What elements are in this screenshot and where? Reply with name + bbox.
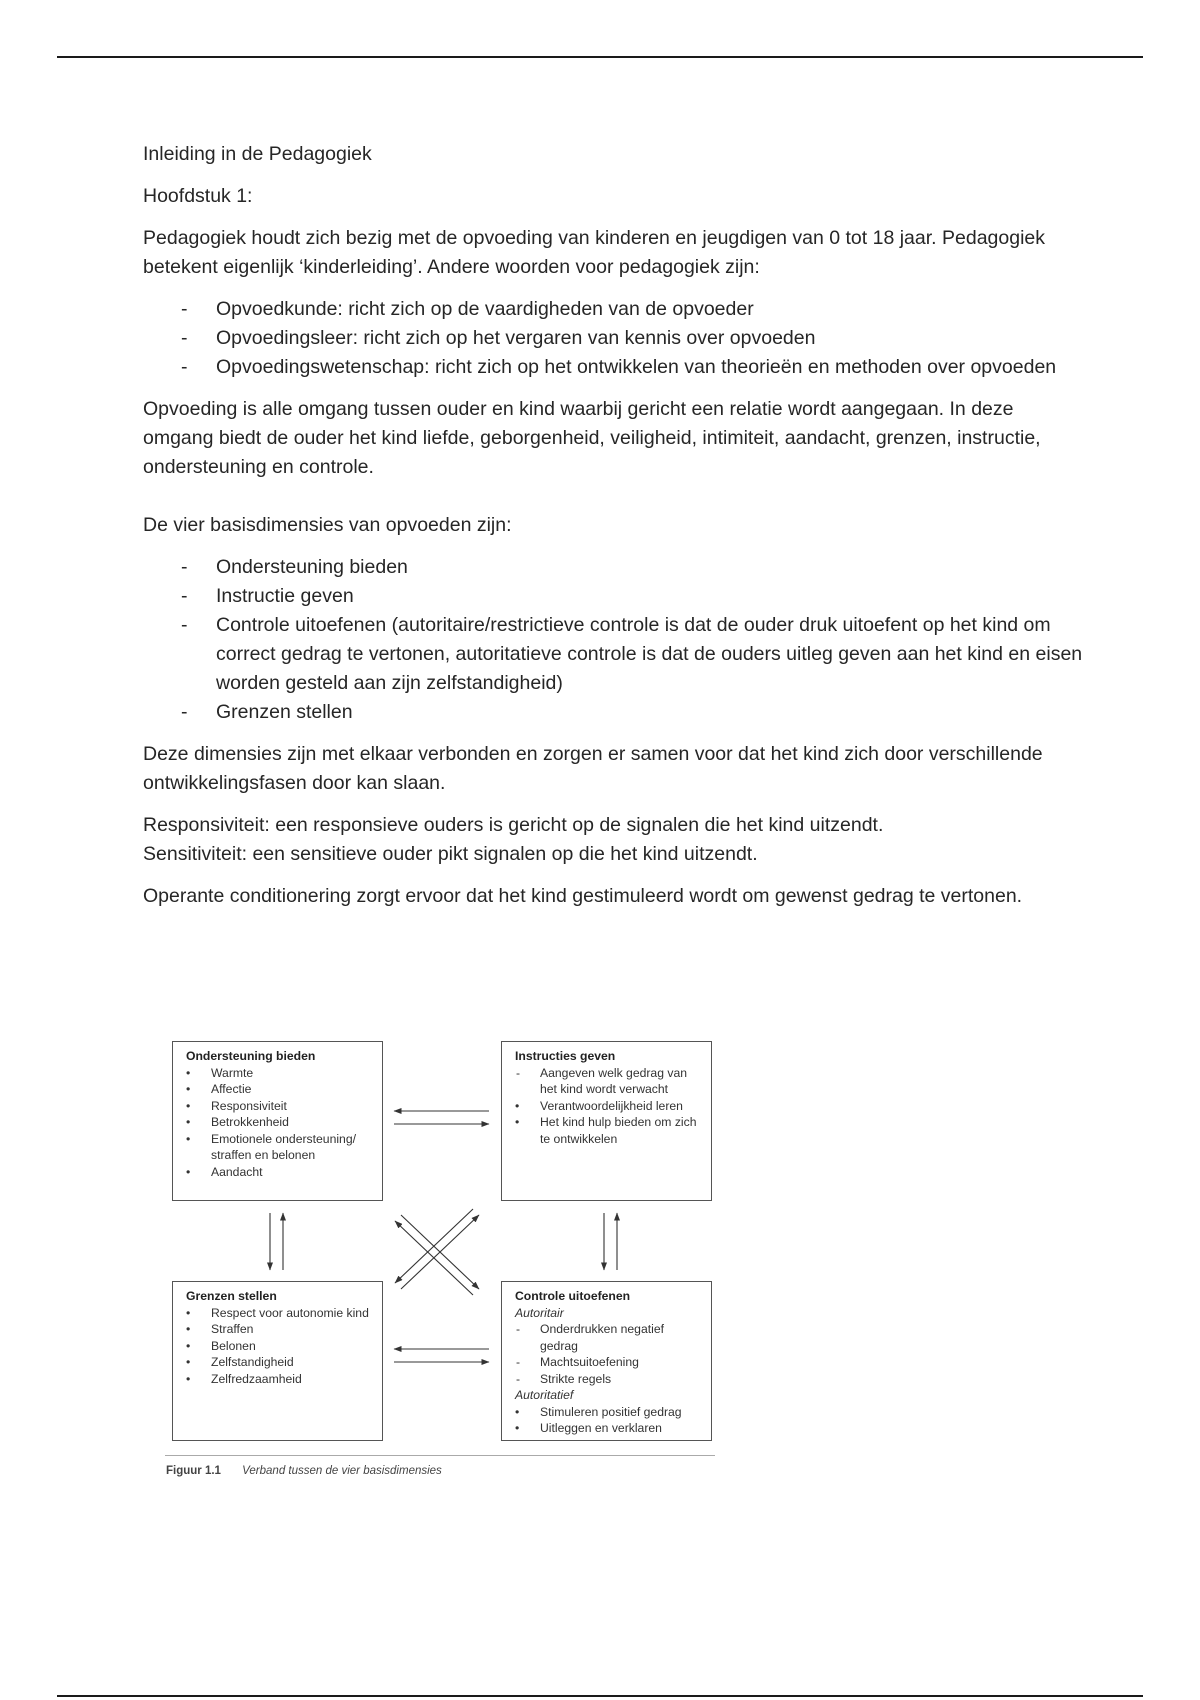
support-box [172, 1041, 383, 1201]
header-rule [57, 56, 1143, 58]
list-item: - Opvoedkunde: richt zich op de vaardigheden van de opvoeder [143, 295, 1083, 324]
operant-paragraph: Operante conditionering zorgt ervoor dat het kind gestimuleerd wordt om gewenst gedrag te vertonen. [143, 885, 1023, 907]
caption-label: Figuur 1.1 [166, 1465, 221, 1477]
instruction-title: Instructies geven [515, 1049, 616, 1063]
footer-rule [57, 1695, 1143, 1697]
dimensions-intro: De vier basisdimensies van opvoeden zijn: [143, 514, 512, 536]
list-item: • Responsiviteit [186, 1098, 374, 1115]
synonyms-list [143, 295, 1083, 382]
document-body [143, 140, 1083, 911]
list-item: - Aangeven welk gedrag van het kind wordt verwacht [515, 1065, 703, 1098]
caption-text: Verband tussen de vier basisdimensies [242, 1465, 442, 1477]
list-item: - Controle uitoefenen (autoritaire/restrictieve controle is dat de ouder druk uitoefent op het kind om correct gedrag te vertonen, autoritatieve controle is dat de ouders uitleg geven aan het kind en eisen worden gesteld aan zijn zelfstandigheid) [143, 611, 1083, 698]
definition-paragraph: Opvoeding is alle omgang tussen ouder en kind waarbij gericht een relatie wordt aangegaan. In deze omgang biedt de ouder het kind liefde, geborgenheid, veiligheid, intimiteit, aandacht, grenzen, instructie, ondersteuning en controle. [143, 398, 1041, 478]
control-title: Controle uitoefenen [515, 1289, 631, 1303]
list-item: • Zelfredzaamheid [186, 1371, 374, 1388]
list-item: • Respect voor autonomie kind [186, 1305, 374, 1322]
list-item: - Grenzen stellen [143, 698, 1083, 727]
list-item: • Zelfstandigheid [186, 1354, 374, 1371]
control-box [501, 1281, 712, 1441]
chapter-heading: Hoofdstuk 1: [143, 185, 253, 207]
list-item: - Strikte regels [515, 1371, 703, 1388]
list-item: • Emotionele ondersteuning/ straffen en belonen [186, 1131, 374, 1164]
responsiveness-line: Responsiviteit: een responsieve ouders is gericht op de signalen die het kind uitzendt. [143, 814, 884, 836]
list-item: • Warmte [186, 1065, 374, 1082]
document-title: Inleiding in de Pedagogiek [143, 143, 372, 165]
connected-paragraph: Deze dimensies zijn met elkaar verbonden en zorgen er samen voor dat het kind zich door verschillende ontwikkelingsfasen door kan slaan. [143, 743, 1043, 794]
dimensions-list [143, 553, 1083, 727]
list-item: • Aandacht [186, 1164, 374, 1181]
sensitivity-line: Sensitiviteit: een sensitieve ouder pikt signalen op die het kind uitzendt. [143, 843, 758, 865]
list-item: - Opvoedingsleer: richt zich op het vergaren van kennis over opvoeden [143, 324, 1083, 353]
figure-caption [166, 1465, 442, 1477]
support-title: Ondersteuning bieden [186, 1049, 316, 1063]
list-item: • Betrokkenheid [186, 1114, 374, 1131]
list-item: - Onderdrukken negatief gedrag [515, 1321, 703, 1354]
control-subheading-authoritarian: Autoritair [515, 1305, 564, 1320]
list-item: • Het kind hulp bieden om zich te ontwikkelen [515, 1114, 703, 1147]
list-item: • Stimuleren positief gedrag [515, 1404, 703, 1421]
list-item: • Uitleggen en verklaren [515, 1420, 703, 1437]
intro-paragraph: Pedagogiek houdt zich bezig met de opvoeding van kinderen en jeugdigen van 0 tot 18 jaar. Pedagogiek betekent eigenlijk ‘kinderleiding’. Andere woorden voor pedagogiek zijn: [143, 227, 1045, 278]
caption-rule [165, 1455, 715, 1456]
list-item: - Machtsuitoefening [515, 1354, 703, 1371]
limits-box [172, 1281, 383, 1441]
list-item: - Opvoedingswetenschap: richt zich op het ontwikkelen van theorieën en methoden over opvoeden [143, 353, 1083, 382]
list-item: • Straffen [186, 1321, 374, 1338]
list-item: - Ondersteuning bieden [143, 553, 1083, 582]
list-item: • Belonen [186, 1338, 374, 1355]
instruction-box [501, 1041, 712, 1201]
list-item: • Affectie [186, 1081, 374, 1098]
list-item: - Instructie geven [143, 582, 1083, 611]
dimensions-figure [165, 1038, 725, 1488]
limits-title: Grenzen stellen [186, 1289, 277, 1303]
control-subheading-authoritative: Autoritatief [515, 1388, 574, 1402]
list-item: • Verantwoordelijkheid leren [515, 1098, 703, 1115]
